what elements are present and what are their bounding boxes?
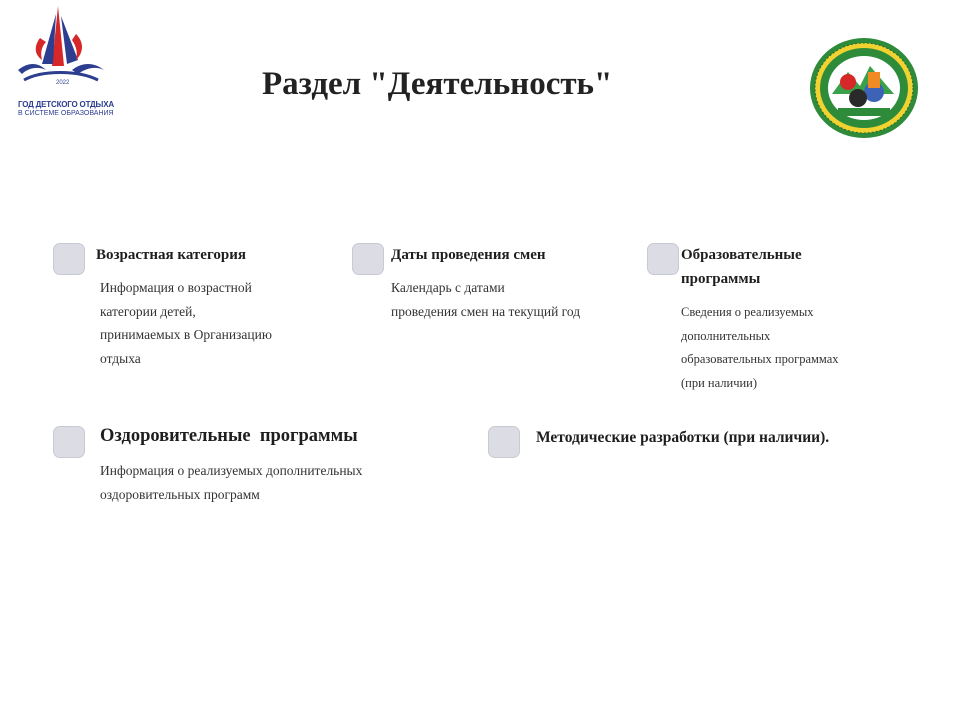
item-title-educational-programs	[681, 243, 802, 291]
logo-text-line2: В СИСТЕМЕ ОБРАЗОВАНИЯ	[18, 110, 114, 117]
year-of-child-rest-logo	[12, 4, 112, 122]
desc-line: Информация о реализуемых дополнительных	[100, 463, 363, 478]
bullet-methodical-developments	[488, 426, 520, 458]
item-title-health-programs: Оздоровительные программы	[100, 426, 358, 446]
item-desc-shift-dates	[391, 276, 580, 323]
svg-text:2022: 2022	[56, 80, 70, 86]
item-desc-health-programs	[100, 459, 362, 506]
desc-line: (при наличии)	[681, 375, 758, 390]
desc-line: категории детей,	[100, 303, 196, 319]
desc-line: оздоровительных программ	[100, 486, 260, 502]
bullet-educational-programs	[647, 243, 679, 275]
bullet-shift-dates	[352, 243, 384, 275]
sail-wave-logo-icon	[12, 4, 112, 100]
round-emblem-logo	[808, 36, 920, 140]
round-emblem-icon	[808, 36, 920, 140]
page-title: Раздел "Деятельность"	[262, 66, 613, 102]
desc-line: отдыха	[100, 350, 141, 366]
item-title-age-category: Возрастная категория	[96, 247, 246, 263]
item-desc-age-category	[100, 276, 272, 370]
desc-line: дополнительных	[681, 328, 771, 343]
bullet-age-category	[53, 243, 85, 275]
desc-line: Информация о возрастной	[100, 280, 252, 295]
title-line: программы	[681, 271, 761, 287]
desc-line: проведения смен на текущий год	[391, 303, 581, 319]
title-line: Образовательные	[681, 247, 802, 263]
logo-text-line1: ГОД ДЕТСКОГО ОТДЫХА	[18, 100, 114, 109]
desc-line: Календарь с датами	[391, 280, 505, 295]
desc-line: принимаемых в Организацию	[100, 327, 272, 342]
item-desc-educational-programs	[681, 301, 839, 395]
desc-line: Сведения о реализуемых	[681, 305, 814, 319]
desc-line: образовательных программах	[681, 352, 839, 366]
item-title-shift-dates: Даты проведения смен	[391, 247, 546, 263]
bullet-health-programs	[53, 426, 85, 458]
item-title-methodical-developments: Методические разработки (при наличии).	[536, 429, 830, 446]
